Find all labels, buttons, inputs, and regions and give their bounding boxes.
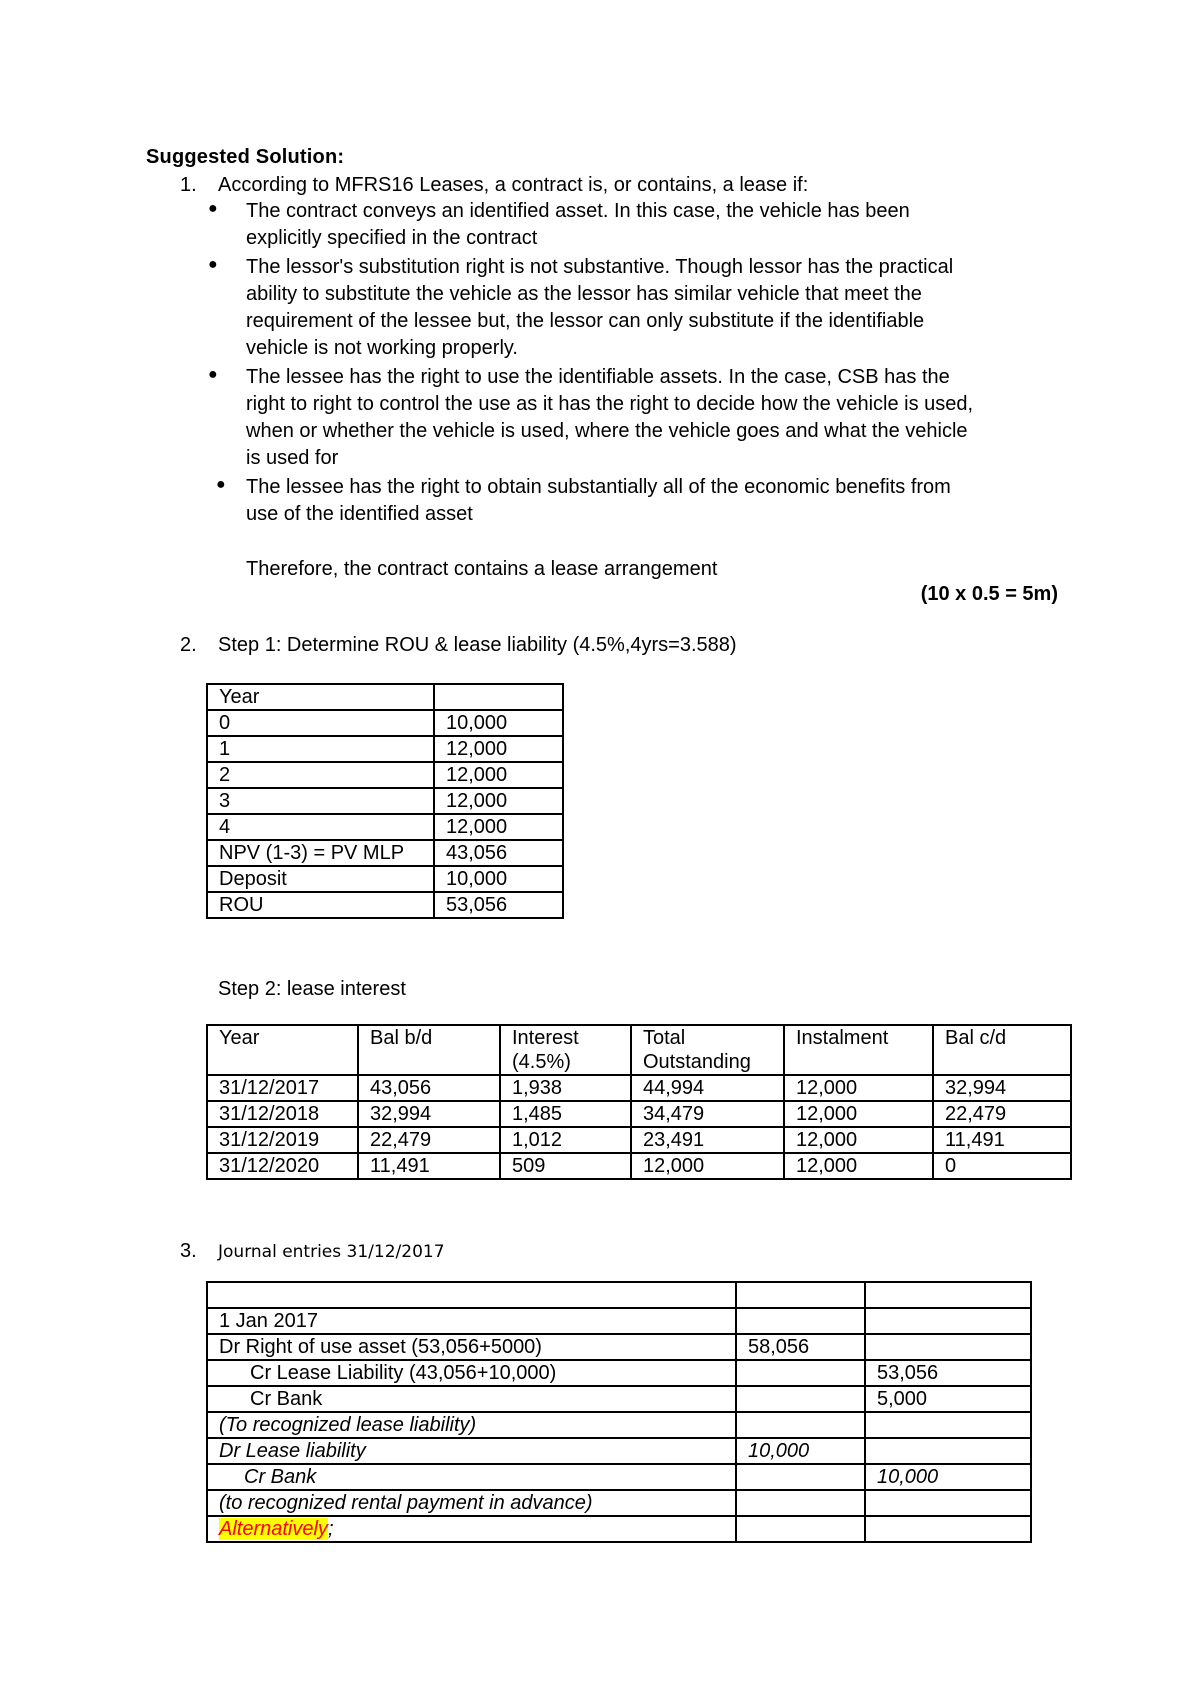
table-cell: 12,000 <box>434 814 563 840</box>
table-cell: 509 <box>500 1153 631 1179</box>
table-cell: 10,000 <box>434 710 563 736</box>
table-row <box>207 736 563 762</box>
q1-conclusion: Therefore, the contract contains a lease arrangement <box>246 558 718 580</box>
q3-number: 3. <box>180 1240 197 1262</box>
table-row <box>207 1282 1031 1308</box>
table-cell: 4 <box>207 814 434 840</box>
table-cell <box>865 1438 1031 1464</box>
table-cell <box>865 1490 1031 1516</box>
table-cell: 43,056 <box>434 840 563 866</box>
alternatively-suffix: ; <box>327 1518 334 1540</box>
table-cell <box>736 1360 865 1386</box>
table-cell: NPV (1-3) = PV MLP <box>207 840 434 866</box>
table-cell: 0 <box>933 1153 1071 1179</box>
column-header: Year <box>207 1025 358 1075</box>
q1-bullet1-line1: The contract conveys an identified asset. In this case, the vehicle has been <box>246 200 910 222</box>
table-row <box>207 892 563 918</box>
table-cell <box>207 1282 736 1308</box>
table-cell: Dr Right of use asset (53,056+5000) <box>207 1334 736 1360</box>
table-cell <box>736 1464 865 1490</box>
q1-bullet2-line4: vehicle is not working properly. <box>246 337 518 359</box>
table-cell: 0 <box>207 710 434 736</box>
table-cell: 1 <box>207 736 434 762</box>
table-cell: 31/12/2018 <box>207 1101 358 1127</box>
table-cell <box>865 1412 1031 1438</box>
q2-number: 2. <box>180 634 197 656</box>
bullet-icon: ● <box>208 256 218 273</box>
table-cell <box>865 1516 1031 1542</box>
q2-step2: Step 2: lease interest <box>218 978 406 1000</box>
table-cell: 12,000 <box>434 788 563 814</box>
interest-table <box>206 1024 1072 1180</box>
table-row <box>207 866 563 892</box>
table-cell: 12,000 <box>784 1075 933 1101</box>
table-cell <box>736 1412 865 1438</box>
table-cell: 31/12/2020 <box>207 1153 358 1179</box>
table-row <box>207 1386 1031 1412</box>
table-cell: 1 Jan 2017 <box>207 1308 736 1334</box>
table-cell <box>736 1490 865 1516</box>
table-cell: 10,000 <box>736 1438 865 1464</box>
table-cell: 53,056 <box>865 1360 1031 1386</box>
bullet-icon: ● <box>216 476 226 493</box>
q1-marks: (10 x 0.5 = 5m) <box>920 583 1058 605</box>
bullet-icon: ● <box>208 366 218 383</box>
rou-table <box>206 683 564 919</box>
alternatively-highlight: Alternatively <box>219 1518 328 1540</box>
q3-title: Journal entries 31/12/2017 <box>218 1242 445 1262</box>
table-cell: 10,000 <box>865 1464 1031 1490</box>
table-cell <box>865 1334 1031 1360</box>
table-cell: 32,994 <box>358 1101 500 1127</box>
heading: Suggested Solution: <box>146 146 345 168</box>
table-cell: 31/12/2017 <box>207 1075 358 1101</box>
q1-number: 1. <box>180 174 197 196</box>
q1-bullet2-line2: ability to substitute the vehicle as the lessor has similar vehicle that meet the <box>246 283 922 305</box>
table-cell: Cr Bank <box>207 1386 736 1412</box>
table-cell: Cr Lease Liability (43,056+10,000) <box>207 1360 736 1386</box>
table-row <box>207 840 563 866</box>
table-row <box>207 814 563 840</box>
q1-bullet3-line3: when or whether the vehicle is used, where the vehicle goes and what the vehicle <box>246 420 968 442</box>
table-cell: 3 <box>207 788 434 814</box>
journal-table <box>206 1281 1032 1543</box>
table-cell: 32,994 <box>933 1075 1071 1101</box>
table-cell: 53,056 <box>434 892 563 918</box>
table-cell <box>736 1516 865 1542</box>
table-cell <box>736 1386 865 1412</box>
table-row <box>207 1075 1071 1101</box>
table-row <box>207 1308 1031 1334</box>
table-row <box>207 1153 1071 1179</box>
table-row <box>207 1334 1031 1360</box>
table-row <box>207 710 563 736</box>
table-row <box>207 1516 1031 1542</box>
q1-bullet3-line4: is used for <box>246 447 339 469</box>
table-row <box>207 684 563 710</box>
table-row <box>207 762 563 788</box>
q1-bullet1-line2: explicitly specified in the contract <box>246 227 538 249</box>
table-cell: 12,000 <box>434 736 563 762</box>
table-cell <box>736 1308 865 1334</box>
table-cell: Dr Lease liability <box>207 1438 736 1464</box>
table-cell: 43,056 <box>358 1075 500 1101</box>
column-header: Instalment <box>784 1025 933 1075</box>
table-cell: 58,056 <box>736 1334 865 1360</box>
column-header: Bal c/d <box>933 1025 1071 1075</box>
column-header: Total Outstanding <box>631 1025 784 1075</box>
table-cell: 11,491 <box>933 1127 1071 1153</box>
table-row <box>207 1464 1031 1490</box>
column-header: Interest (4.5%) <box>500 1025 631 1075</box>
table-cell: 1,938 <box>500 1075 631 1101</box>
table-cell <box>736 1282 865 1308</box>
table-cell: 5,000 <box>865 1386 1031 1412</box>
q2-step1: Step 1: Determine ROU & lease liability (4.5%,4yrs=3.588) <box>218 634 737 656</box>
table-cell: 34,479 <box>631 1101 784 1127</box>
table-cell: 12,000 <box>784 1153 933 1179</box>
table-cell: 22,479 <box>933 1101 1071 1127</box>
q1-bullet2-line3: requirement of the lessee but, the lessor can only substitute if the identifiable <box>246 310 925 332</box>
table-cell: 12,000 <box>434 762 563 788</box>
table-cell: 12,000 <box>784 1101 933 1127</box>
table-cell: 12,000 <box>784 1127 933 1153</box>
table-header-row <box>207 1025 1071 1075</box>
table-row <box>207 1412 1031 1438</box>
column-header: Bal b/d <box>358 1025 500 1075</box>
table-cell: 1,012 <box>500 1127 631 1153</box>
table-cell: (to recognized rental payment in advance) <box>207 1490 736 1516</box>
q1-intro: According to MFRS16 Leases, a contract is, or contains, a lease if: <box>218 174 809 196</box>
q1-bullet3-line1: The lessee has the right to use the identifiable assets. In the case, CSB has the <box>246 366 950 388</box>
table-row <box>207 1438 1031 1464</box>
q1-bullet4-line2: use of the identified asset <box>246 503 473 525</box>
q1-bullet2-line1: The lessor's substitution right is not substantive. Though lessor has the practical <box>246 256 954 278</box>
table-cell: Deposit <box>207 866 434 892</box>
table-cell: 12,000 <box>631 1153 784 1179</box>
table-cell: 44,994 <box>631 1075 784 1101</box>
table-cell: 23,491 <box>631 1127 784 1153</box>
table-cell: 31/12/2019 <box>207 1127 358 1153</box>
bullet-icon: ● <box>208 200 218 217</box>
table-cell: 2 <box>207 762 434 788</box>
table-cell: 1,485 <box>500 1101 631 1127</box>
table-cell: (To recognized lease liability) <box>207 1412 736 1438</box>
table-cell: 10,000 <box>434 866 563 892</box>
table-cell: Cr Bank <box>207 1464 736 1490</box>
table-cell <box>207 1516 736 1542</box>
table-cell <box>865 1282 1031 1308</box>
table-cell: 22,479 <box>358 1127 500 1153</box>
table-cell: 11,491 <box>358 1153 500 1179</box>
table-cell <box>865 1308 1031 1334</box>
q1-bullet4-line1: The lessee has the right to obtain substantially all of the economic benefits from <box>246 476 951 498</box>
table-row <box>207 788 563 814</box>
table-cell: ROU <box>207 892 434 918</box>
q1-bullet3-line2: right to right to control the use as it has the right to decide how the vehicle is used, <box>246 393 974 415</box>
table-cell <box>434 684 563 710</box>
table-row <box>207 1490 1031 1516</box>
table-cell: Year <box>207 684 434 710</box>
table-row <box>207 1360 1031 1386</box>
table-row <box>207 1101 1071 1127</box>
table-row <box>207 1127 1071 1153</box>
